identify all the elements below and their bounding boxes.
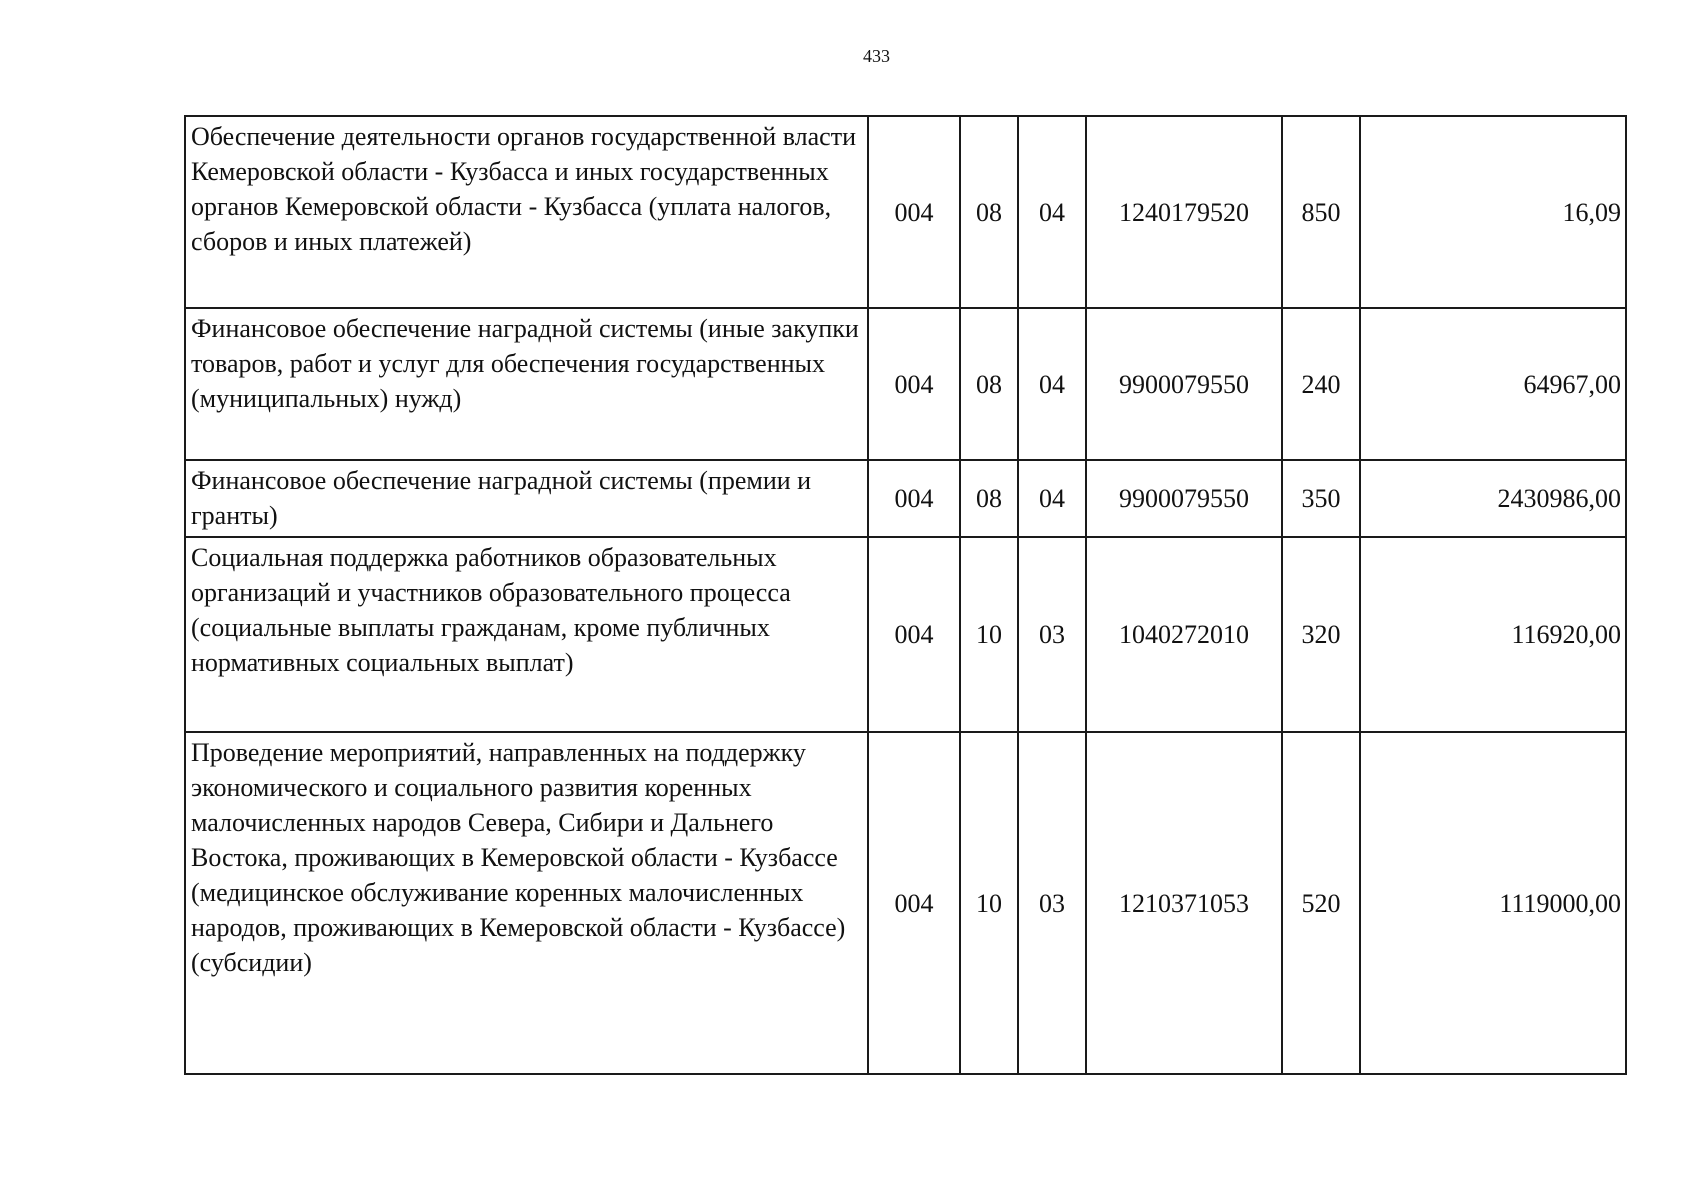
row-grbs-code: 004	[868, 460, 960, 537]
row-grbs-code: 004	[868, 537, 960, 732]
row-amount: 116920,00	[1360, 537, 1626, 732]
row-expense-type-code: 850	[1282, 116, 1360, 308]
row-target-article-code: 9900079550	[1086, 308, 1282, 460]
table-row	[185, 116, 1626, 308]
row-section-code: 08	[960, 116, 1018, 308]
row-target-article-code: 1240179520	[1086, 116, 1282, 308]
row-subsection-code: 03	[1018, 537, 1086, 732]
row-amount: 64967,00	[1360, 308, 1626, 460]
row-expense-type-code: 350	[1282, 460, 1360, 537]
row-description: Обеспечение деятельности органов государственной власти Кемеровской области - Кузбасса и иных государственных органов Кемеровской области - Кузбасса (уплата налогов, сборов и иных платежей)	[185, 116, 868, 308]
row-section-code: 10	[960, 732, 1018, 1074]
table-row	[185, 732, 1626, 1074]
row-description: Социальная поддержка работников образовательных организаций и участников образовательного процесса (социальные выплаты гражданам, кроме публичных нормативных социальных выплат)	[185, 537, 868, 732]
row-description: Финансовое обеспечение наградной системы (премии и гранты)	[185, 460, 868, 537]
row-target-article-code: 1210371053	[1086, 732, 1282, 1074]
page-number: 433	[863, 46, 890, 66]
row-subsection-code: 04	[1018, 116, 1086, 308]
row-grbs-code: 004	[868, 732, 960, 1074]
row-section-code: 08	[960, 308, 1018, 460]
row-expense-type-code: 240	[1282, 308, 1360, 460]
row-amount: 2430986,00	[1360, 460, 1626, 537]
table-row	[185, 460, 1626, 537]
row-target-article-code: 1040272010	[1086, 537, 1282, 732]
row-section-code: 08	[960, 460, 1018, 537]
row-subsection-code: 04	[1018, 460, 1086, 537]
row-subsection-code: 04	[1018, 308, 1086, 460]
table-row	[185, 308, 1626, 460]
row-amount: 1119000,00	[1360, 732, 1626, 1074]
row-grbs-code: 004	[868, 308, 960, 460]
budget-table	[184, 115, 1627, 1075]
row-amount: 16,09	[1360, 116, 1626, 308]
row-subsection-code: 03	[1018, 732, 1086, 1074]
row-description: Проведение мероприятий, направленных на поддержку экономического и социального развития коренных малочисленных народов Севера, Сибири и Дальнего Востока, проживающих в Кемеровской области - Кузбассе (медицинское обслуживание коренных малочисленных народов, проживающих в Кемеровской области - Кузбассе) (субсидии)	[185, 732, 868, 1074]
row-expense-type-code: 320	[1282, 537, 1360, 732]
row-section-code: 10	[960, 537, 1018, 732]
table-row	[185, 537, 1626, 732]
row-target-article-code: 9900079550	[1086, 460, 1282, 537]
row-description: Финансовое обеспечение наградной системы (иные закупки товаров, работ и услуг для обеспечения государственных (муниципальных) нужд)	[185, 308, 868, 460]
row-expense-type-code: 520	[1282, 732, 1360, 1074]
row-grbs-code: 004	[868, 116, 960, 308]
